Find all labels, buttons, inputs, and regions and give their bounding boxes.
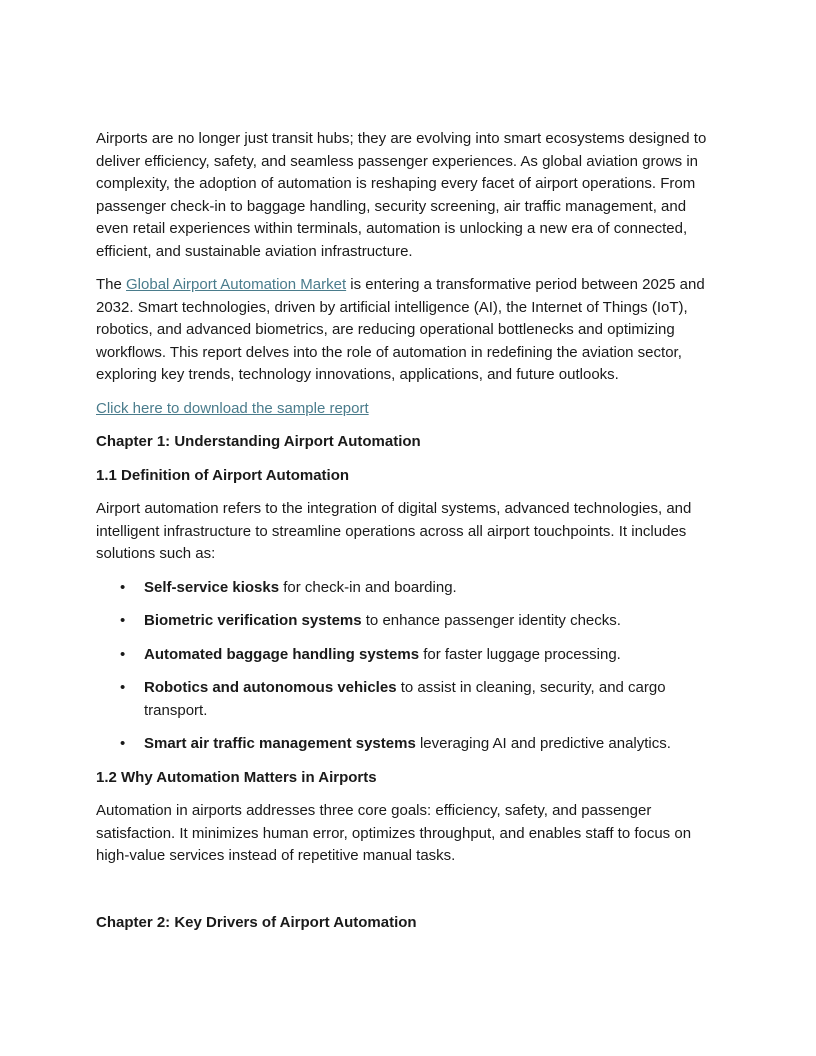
- list-item-text: to assist in cleaning, security, and cargo transport.: [144, 679, 666, 719]
- list-item-bold: Smart air traffic management systems: [144, 735, 416, 752]
- list-item: [120, 577, 720, 600]
- market-paragraph-prefix: The: [96, 276, 127, 293]
- list-item: [120, 610, 720, 633]
- bullet-icon: •: [120, 612, 126, 629]
- chapter-1-heading: Chapter 1: Understanding Airport Automation: [96, 433, 421, 450]
- market-paragraph-suffix: is entering a transformative period between 2025 and 2032. Smart technologies, driven by artificial intelligence (AI), the Internet of Things (IoT), robotics, and advanced biometrics, are reducing operational bottlenecks and optimizing workflows. This report delves into the role of automation in redefining the aviation sector, exploring key trends, technology innovations, applications, and future outlooks.: [96, 276, 705, 383]
- section-1-2-heading: 1.2 Why Automation Matters in Airports: [96, 768, 377, 786]
- market-link[interactable]: Global Airport Automation Market: [126, 276, 347, 293]
- section-1-1-text: Airport automation refers to the integration of digital systems, advanced technologies, and intelligent infrastructure to streamline operations across all airport touchpoints. It includes solutions such as:: [96, 500, 692, 562]
- list-item-text: to enhance passenger identity checks.: [361, 612, 621, 629]
- market-paragraph: [96, 274, 720, 387]
- download-paragraph: [96, 398, 720, 421]
- list-item-bold: Robotics and autonomous vehicles: [144, 679, 397, 696]
- chapter-2-heading: Chapter 2: Key Drivers of Airport Automation: [96, 913, 417, 931]
- bullet-icon: •: [120, 679, 126, 696]
- section-1-1-heading: 1.1 Definition of Airport Automation: [96, 466, 350, 484]
- download-sample-link[interactable]: Click here to download the sample report: [96, 399, 369, 417]
- document-page: [96, 128, 720, 945]
- section-1-2-text: Automation in airports addresses three core goals: efficiency, safety, and passenger satisfaction. It minimizes human error, optimizes throughput, and enables staff to focus on high-value services instead of repetitive manual tasks.: [96, 802, 692, 864]
- list-item: [120, 677, 720, 722]
- list-item: [120, 733, 720, 756]
- bullet-icon: •: [120, 578, 126, 596]
- section-spacer: [96, 879, 720, 912]
- list-item: [120, 644, 720, 667]
- solutions-list: [96, 577, 720, 756]
- list-item-text: for check-in and boarding.: [279, 578, 457, 596]
- intro-paragraph: Airports are no longer just transit hubs; they are evolving into smart ecosystems designed to deliver efficiency, safety, and seamless passenger experiences. As global aviation grows in complexity, the adoption of automation is reshaping every facet of airport operations. From passenger check-in to baggage handling, security screening, air traffic management, and even retail experiences within terminals, automation is unlocking a new era of connected, efficient, and sustainable aviation infrastructure.: [96, 130, 707, 260]
- list-item-bold: Self-service kiosks: [144, 578, 280, 596]
- bullet-icon: •: [120, 645, 126, 663]
- list-item-bold: Automated baggage handling systems: [144, 645, 420, 663]
- list-item-bold: Biometric verification systems: [144, 612, 362, 629]
- list-item-text: for faster luggage processing.: [419, 645, 621, 663]
- bullet-icon: •: [120, 735, 126, 752]
- list-item-text: leveraging AI and predictive analytics.: [415, 735, 671, 752]
